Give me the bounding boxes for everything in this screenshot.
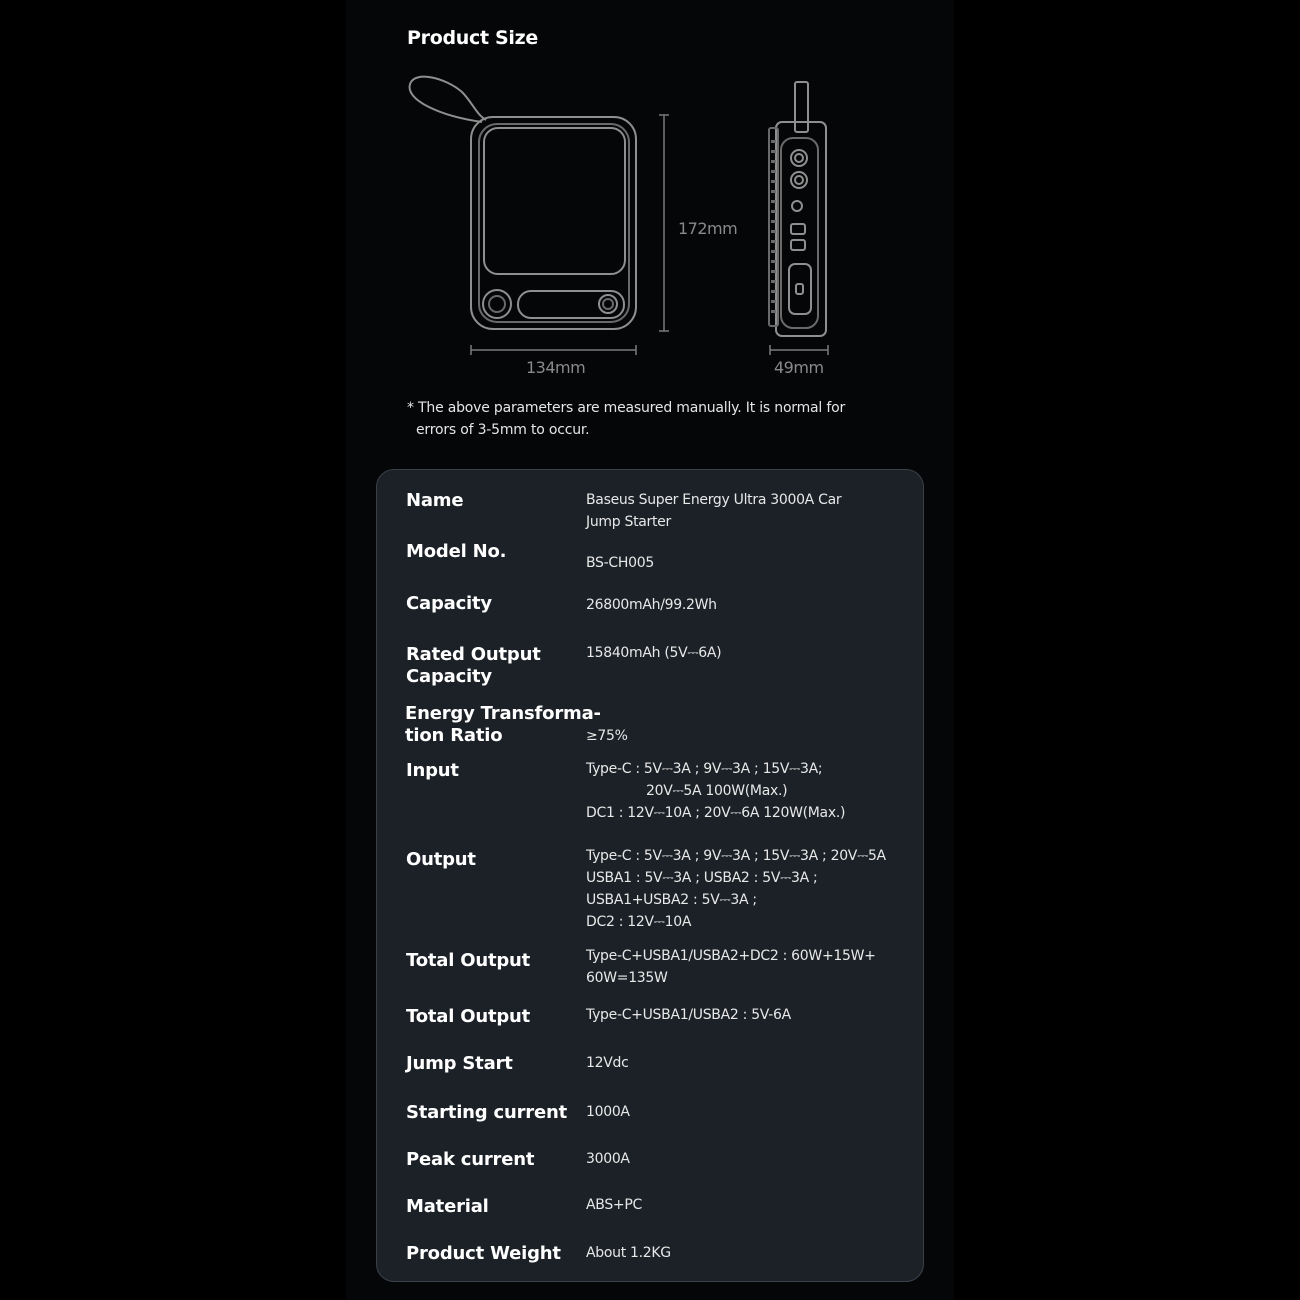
spec-value-rated-output: 15840mAh (5V⎓6A) [586, 645, 722, 661]
spec-label-total-output-2: Total Output [406, 1006, 531, 1027]
spec-value-jump-start: 12Vdc [586, 1055, 629, 1071]
spec-label-rated-output: Rated Output Capacity [406, 644, 541, 687]
spec-label-output: Output [406, 849, 476, 870]
spec-value-total-output-2: Type-C+USBA1/USBA2 : 5V-6A [586, 1007, 791, 1023]
note-line-1: * The above parameters are measured manually. It is normal for [407, 400, 846, 416]
note-line-2: errors of 3-5mm to occur. [416, 422, 590, 438]
spec-label-peak-current: Peak current [406, 1149, 535, 1170]
spec-value-starting-current: 1000A [586, 1104, 630, 1120]
width-dimension: 134mm [526, 358, 586, 377]
spec-value-energy-ratio: ≥75% [586, 728, 628, 744]
spec-value-total-output-1: Type-C+USBA1/USBA2+DC2 : 60W+15W+ 60W=135W [586, 948, 876, 986]
spec-value-peak-current: 3000A [586, 1151, 630, 1167]
height-dimension: 172mm [678, 219, 738, 238]
spec-label-capacity: Capacity [406, 593, 492, 614]
spec-value-model: BS-CH005 [586, 555, 654, 571]
spec-value-output: Type-C : 5V⎓3A ; 9V⎓3A ; 15V⎓3A ; 20V⎓5A USBA1 : 5V⎓3A ; USBA2 : 5V⎓3A ; USBA1+USBA2 : 5V⎓3A ; DC2 : 12V⎓10A [586, 848, 886, 930]
spec-label-material: Material [406, 1196, 489, 1217]
spec-value-name: Baseus Super Energy Ultra 3000A Car Jump Starter [586, 492, 842, 530]
spec-label-energy-ratio: Energy Transforma- tion Ratio [405, 703, 601, 746]
spec-value-weight: About 1.2KG [586, 1245, 671, 1261]
left-button [483, 290, 511, 318]
spec-label-name: Name [406, 490, 464, 511]
strap-loop [410, 77, 486, 122]
spec-label-input: Input [406, 760, 459, 781]
spec-value-input: Type-C : 5V⎓3A ; 9V⎓3A ; 15V⎓3A; 20V⎓5A 100W(Max.) DC1 : 12V⎓10A ; 20V⎓6A 120W(Max.) [586, 761, 846, 821]
front-body [471, 117, 636, 329]
front-panel [484, 128, 625, 274]
spec-label-weight: Product Weight [406, 1243, 561, 1264]
spec-value-material: ABS+PC [586, 1197, 642, 1213]
product-drawing [400, 70, 860, 390]
side-strap [795, 82, 808, 132]
spec-value-capacity: 26800mAh/99.2Wh [586, 597, 717, 613]
spec-label-jump-start: Jump Start [406, 1053, 513, 1074]
page-title: Product Size [407, 27, 538, 49]
depth-dimension: 49mm [774, 358, 824, 377]
spec-label-starting-current: Starting current [406, 1102, 567, 1123]
spec-label-total-output-1: Total Output [406, 950, 531, 971]
measurement-note [407, 397, 867, 441]
spec-label-model: Model No. [406, 541, 507, 562]
